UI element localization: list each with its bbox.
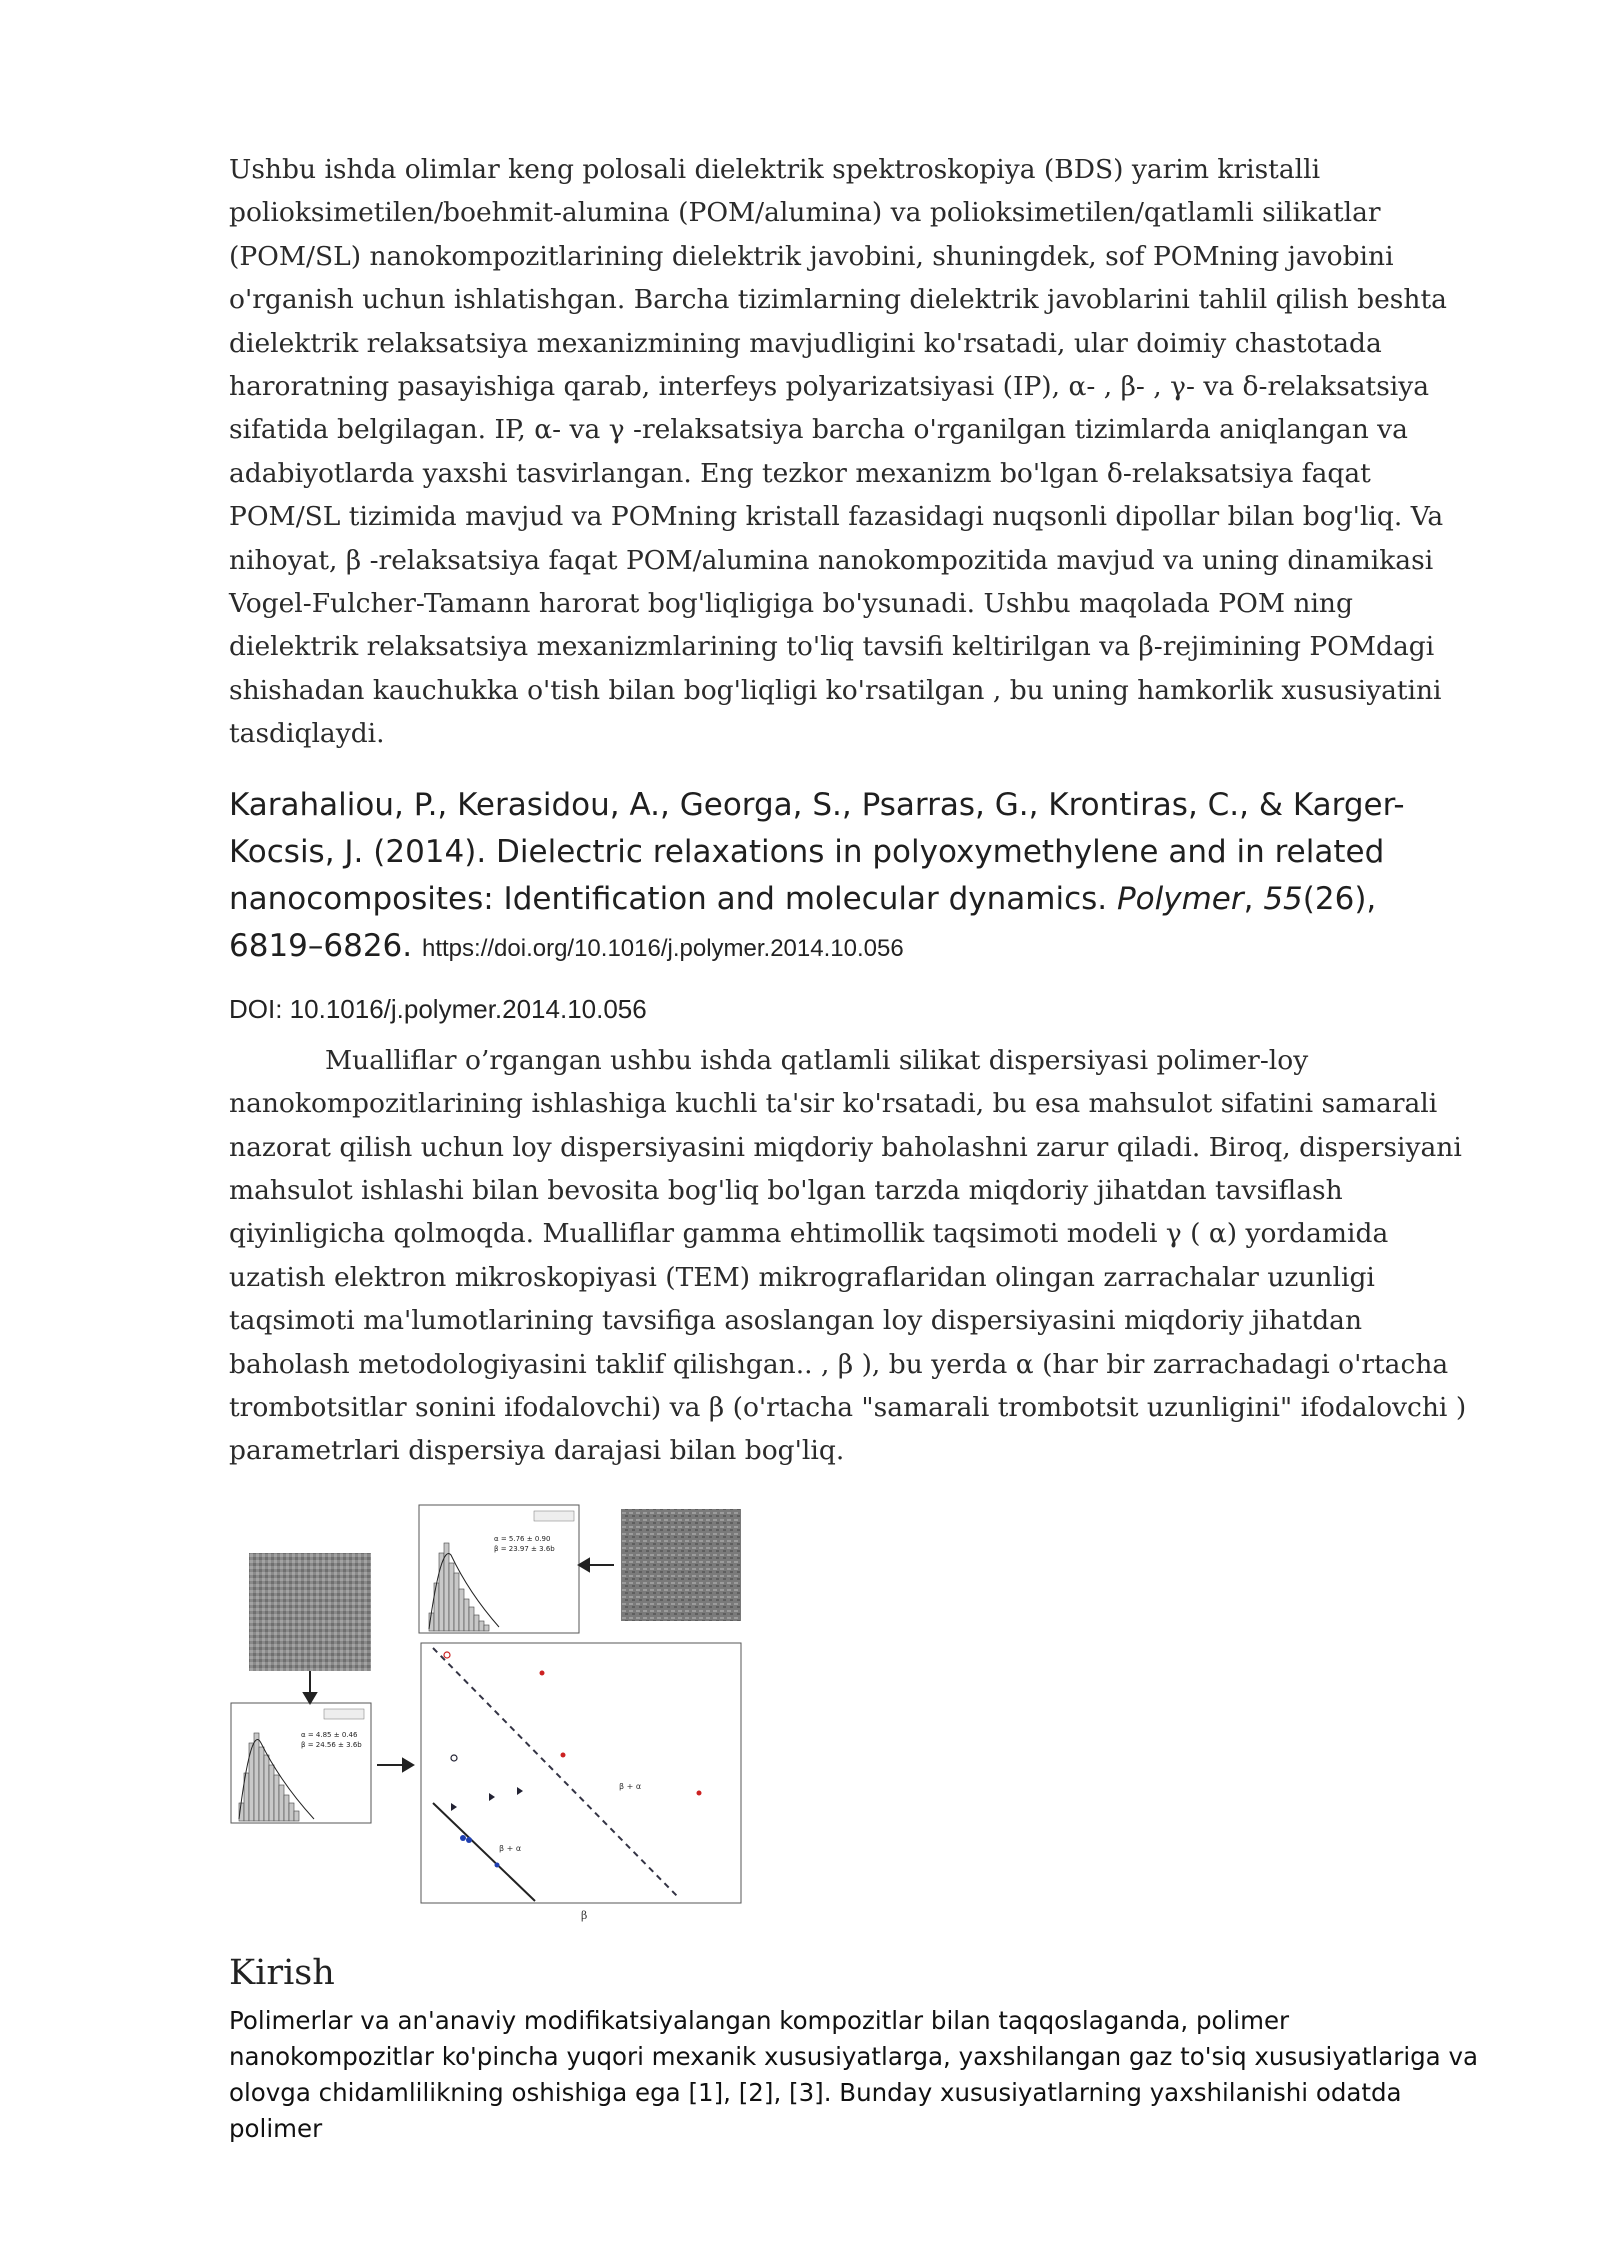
citation-sep: , (1243, 880, 1264, 917)
scatter-x-axis-label: β (581, 1908, 588, 1922)
tem-micrograph-right (621, 1509, 741, 1621)
top-legend-beta: β = 23.97 ± 3.6b (494, 1544, 555, 1553)
citation-doi-link[interactable]: https://doi.org/10.1016/j.polymer.2014.10.056 (422, 934, 904, 962)
abstract-paragraph-1: Ushbu ishda olimlar keng polosali dielektrik spektroskopiya (BDS) yarim kristalli polioksimetilen/boehmit-alumina (POM/alumina) va polioksimetilen/qatlamli silikatlar (POM/SL) nanokompozitlarining dielektrik javobini, shuningdek, sof POMning javobini o'rganish uchun ishlatishgan. Barcha tizimlarning dielektrik javoblarini tahlil qilish beshta dielektrik relaksatsiya mexanizmining mavjudligini ko'rsatadi, ular doimiy chastotada haroratning pasayishiga qarab, interfeys polyarizatsiyasi (IP), α- , β- , γ- va δ-relaksatsiya sifatida belgilagan. IP, α- va γ -relaksatsiya barcha o'rganilgan tizimlarda aniqlangan va adabiyotlarda yaxshi tasvirlangan. Eng tezkor mexanizm bo'lgan δ-relaksatsiya faqat POM/SL tizimida mavjud va POMning kristall fazasidagi nuqsonli dipollar bilan bog'liq. Va nihoyat, β -relaksatsiya faqat POM/alumina nanokompozitida mavjud va uning dinamikasi Vogel-Fulcher-Tamann harorat bog'liqligiga bo'ysunadi. Ushbu maqolada POM ning dielektrik relaksatsiya mexanizmlarining to'liq tavsifi keltirilgan va β-rejimining POMdagi shishadan kauchukka o'tish bilan bog'liqligi ko'rsatilgan , bu uning hamkorlik xususiyatini tasdiqlaydi. (229, 154, 1447, 750)
citation-issue-pages: (26), 6819–6826. (229, 880, 1377, 964)
left-legend-alpha: α = 4.85 ± 0.46 (301, 1730, 358, 1739)
intro-paragraph: Polimerlar va an'anaviy modifikatsiyalangan kompozitlar bilan taqqoslaganda, polimer nanokompozitlar ko'pincha yuqori mexanik xususiyatlarga, yaxshilangan gaz to'siq xususiyatlariga va olovga chidamlilikning oshishiga ega [1], [2], [3]. Bunday xususiyatlarning yaxshilanishi odatda polimer (229, 2005, 1478, 2143)
citation-journal: Polymer (1116, 880, 1244, 917)
scatter-plot (421, 1643, 741, 1922)
abstract-paragraph-2 (229, 1039, 1489, 1473)
citation-text: Karahaliou, P., Kerasidou, A., Georga, S., Psarras, G., Krontiras, C., & Karger-Kocsis, J. (2014). Dielectric relaxations in polyoxymethylene and in related nanocomposites: Identification and molecular dynamics. (229, 786, 1405, 917)
left-legend-beta: β = 24.56 ± 3.6b (301, 1740, 362, 1749)
doi-line: DOI: 10.1016/j.polymer.2014.10.056 (229, 993, 647, 1024)
line-label-upper: β + α (619, 1781, 642, 1791)
line-label-lower: β + α (499, 1843, 522, 1853)
citation (229, 782, 1479, 972)
histogram-left (231, 1703, 371, 1823)
graphical-abstract-figure (229, 1503, 759, 1923)
tem-micrograph-left (249, 1553, 371, 1671)
citation-volume: 55 (1263, 880, 1303, 917)
abstract-paragraph-2-text: Mualliflar o’rgangan ushbu ishda qatlamli silikat dispersiyasi polimer-loy nanokompozitlarining ishlashiga kuchli ta'sir ko'rsatadi, bu esa mahsulot sifatini samarali nazorat qilish uchun loy dispersiyasini miqdoriy baholashni zarur qiladi. Biroq, dispersiyani mahsulot ishlashi bilan bevosita bog'liq bo'lgan tarzda miqdoriy jihatdan tavsiflash qiyinligicha qolmoqda. Mualliflar gamma ehtimollik taqsimoti modeli γ ( α) yordamida uzatish elektron mikroskopiyasi (TEM) mikrograflaridan olingan zarrachalar uzunligi taqsimoti ma'lumotlarining tavsifiga asoslangan loy dispersiyasini miqdoriy jihatdan baholash metodologiyasini taklif qilishgan.. , β ), bu yerda α (har bir zarrachadagi o'rtacha trombotsitlar sonini ifodalovchi) va β (o'rtacha "samarali trombotsit uzunligini" ifodalovchi ) parametrlari dispersiya darajasi bilan bog'liq. (229, 1044, 1467, 1467)
histogram-top (419, 1505, 579, 1633)
document-page (229, 148, 1489, 2147)
top-legend-alpha: α = 5.76 ± 0.90 (494, 1534, 551, 1543)
section-heading-kirish: Kirish (229, 1952, 335, 1993)
